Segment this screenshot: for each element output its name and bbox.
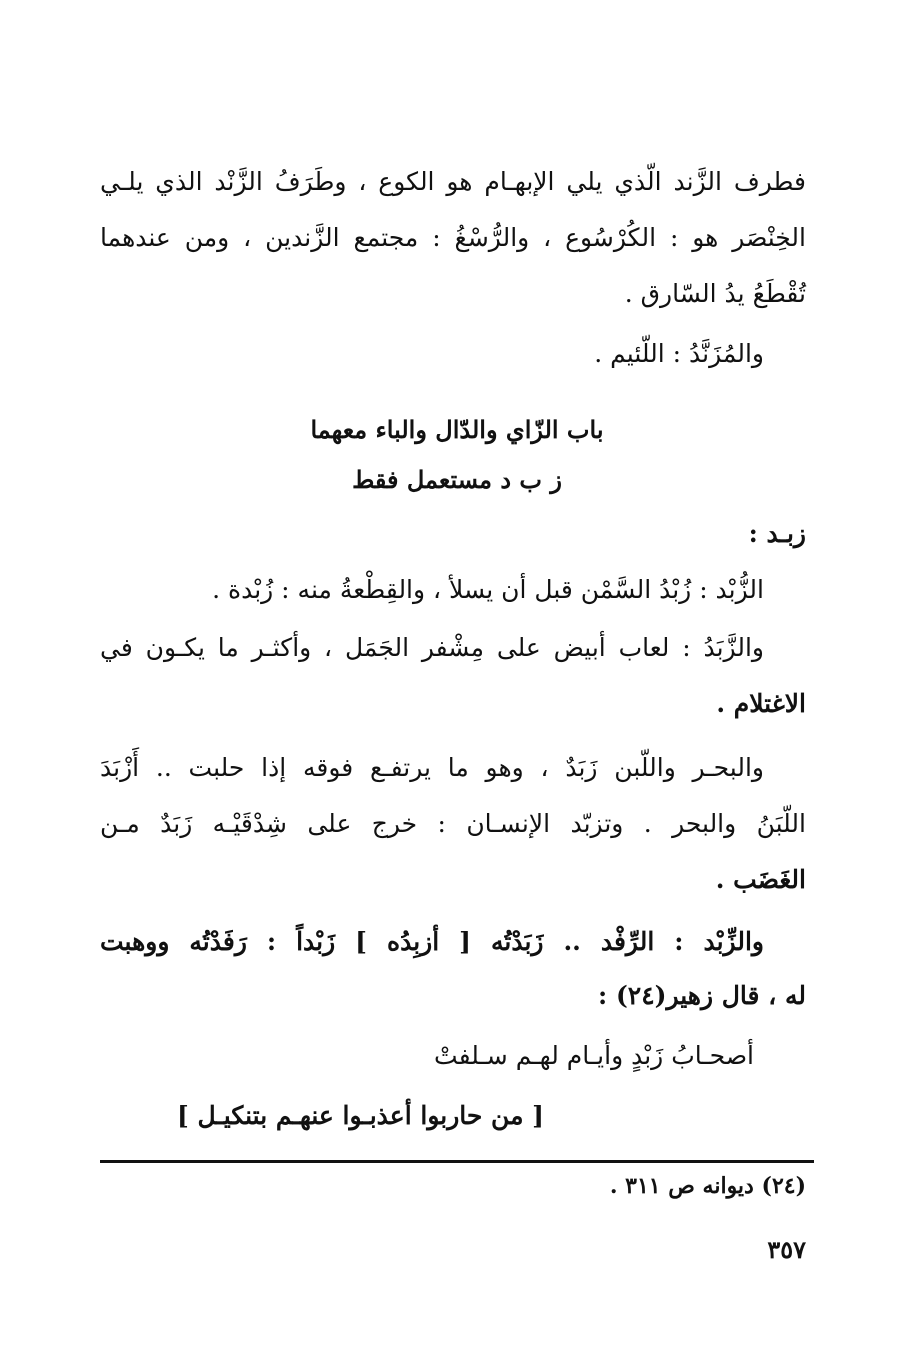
text-line: تُقْطَعُ يدُ السّارق . [624, 279, 806, 308]
text-line: والزَّبَدُ : لعاب أبيض على مِشْفر الجَمَل ، وأكثـر ما يكـون في [100, 633, 764, 662]
text-line: والزِّبْد : الرِّفْد .. زَبَدْتُه [ أزبِدُه ] زَبْداً : رَفَدْتُه ووهبت [100, 927, 764, 956]
footnote: (٢٤) ديوانه ص ٣١١ . [609, 1173, 806, 1199]
text-line: الزُّبْد : زُبْدُ السَّمْن قبل أن يسلأ ، والقِطْعةُ منه : زُبْدة . [212, 575, 764, 604]
verse-first-hemistich: أصحـابُ زَبْدٍ وأيـام لهـم سـلفتْ [434, 1041, 754, 1070]
sub-heading: ز ب د مستعمل فقط [352, 465, 562, 494]
text-line: الاغتلام . [716, 689, 806, 718]
text-line: اللّبَنُ والبحر . وتزبّد الإنسـان : خرج على شِدْقَيْـه زَبَدٌ مـن [100, 809, 806, 838]
chapter-heading: باب الزّاي والدّال والباء معهما [310, 415, 604, 444]
text-line: والمُزَنَّدُ : اللّئيم . [594, 339, 764, 368]
text-line: فطرف الزَّند الّذي يلي الإبهـام هو الكوع ، وطَرَفُ الزَّنْد الذي يلـي [100, 167, 806, 196]
text-line: الخِنْصَر هو : الكُرْسُوع ، والرُّسْغُ : مجتمع الزَّندين ، ومن عندهما [100, 223, 806, 252]
text-line: والبحـر واللّبن زَبَدٌ ، وهو ما يرتفـع فوقه إذا حلبت .. أَزْبَدَ [100, 753, 764, 782]
verse-second-hemistich: [ من حاربوا أعذبـوا عنهـم بتنكيـل ] [177, 1101, 544, 1130]
page-number: ٣٥٧ [767, 1235, 806, 1264]
text-line: له ، قال زهير(٢٤) : [598, 981, 806, 1010]
footnote-divider [100, 1160, 814, 1163]
entry-heading: زبـد : [748, 519, 806, 548]
text-line: الغَضَب . [715, 865, 806, 894]
